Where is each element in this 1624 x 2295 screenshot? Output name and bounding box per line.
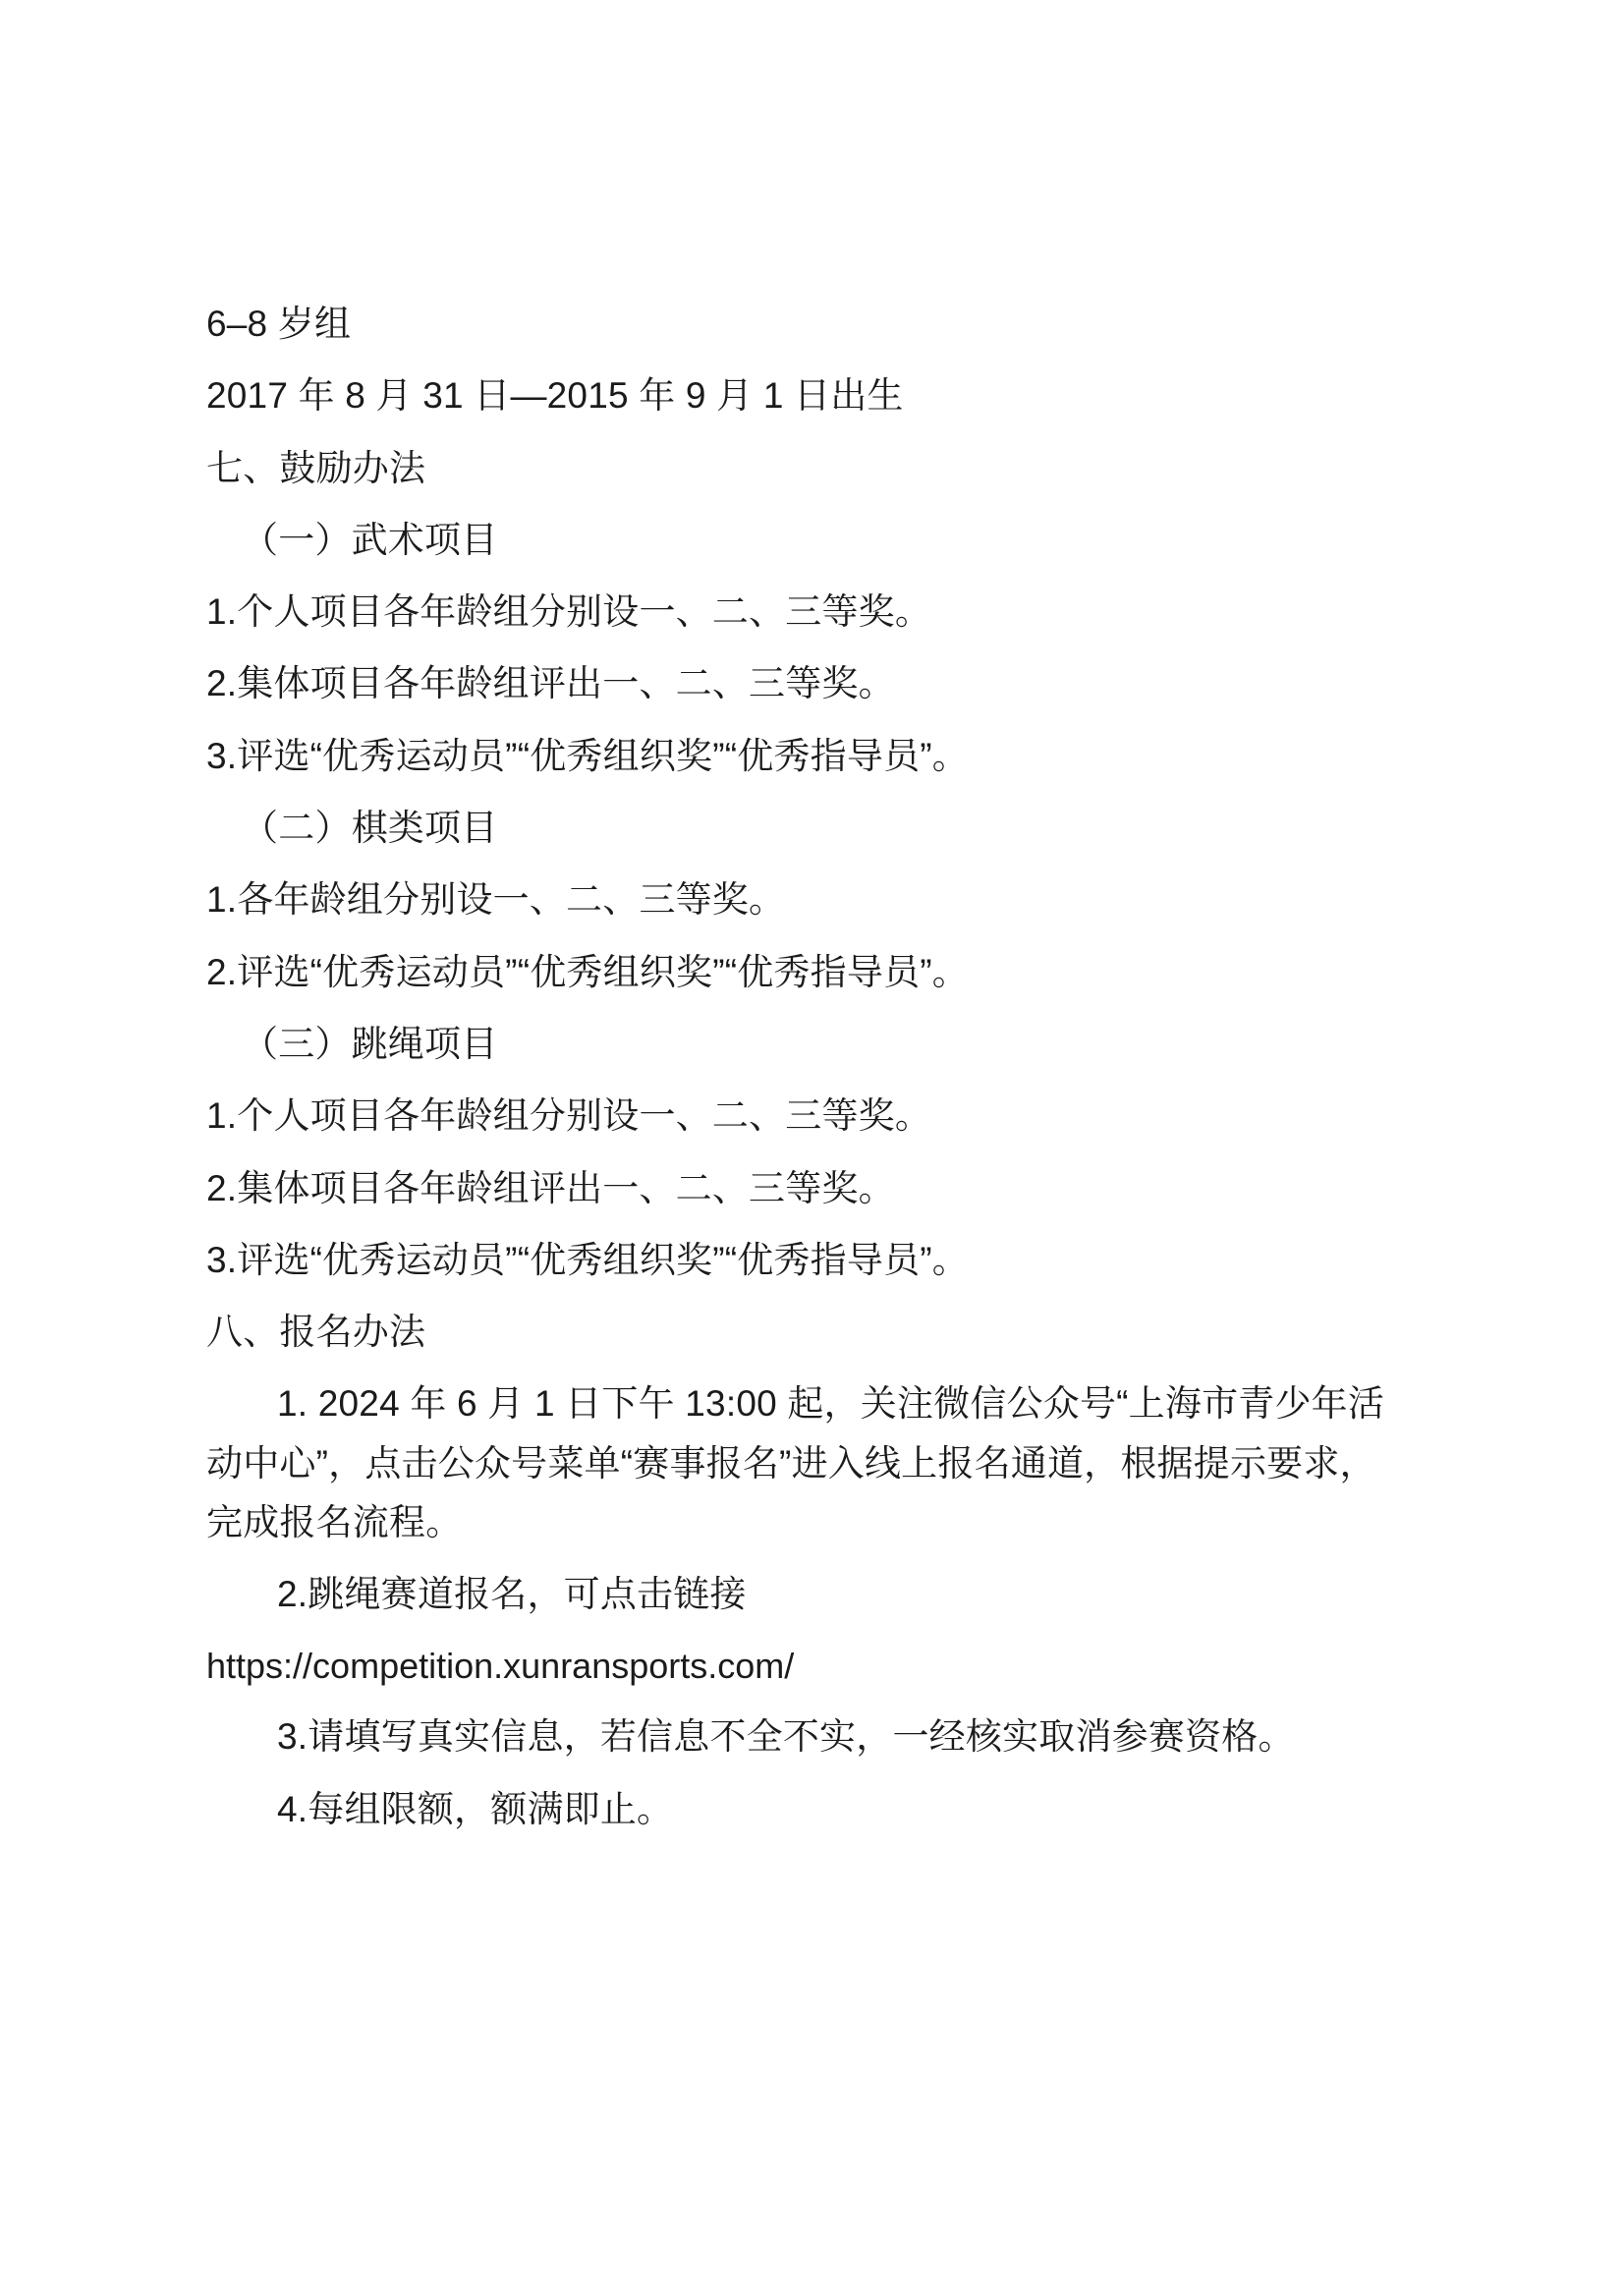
list-item-registration-3: 3.请填写真实信息，若信息不全不实，一经核实取消参赛资格。 xyxy=(277,1716,1295,1758)
list-item-chess-2: 2.评选“优秀运动员”“优秀组织奖”“优秀指导员”。 xyxy=(206,951,969,992)
list-item-wushu-2: 2.集体项目各年龄组评出一、二、三等奖。 xyxy=(206,663,895,704)
list-item-registration-1: 1. 2024 年 6 月 1 日下午 13:00 起，关注微信公众号“上海市青少年活动中心”，点击公众号菜单“赛事报名”进入线上报名通道，根据提示要求，完成报名流程。 xyxy=(206,1383,1385,1543)
document-body xyxy=(206,295,1398,1839)
paragraph-age-group-6-8-dates: 2017 年 8 月 31 日—2015 年 9 月 1 日出生 xyxy=(206,375,904,417)
list-item-registration-2: 2.跳绳赛道报名，可点击链接 xyxy=(277,1574,747,1615)
paragraph-age-group-6-8: 6–8 岁组 xyxy=(206,304,352,344)
list-item-rope-2: 2.集体项目各年龄组评出一、二、三等奖。 xyxy=(206,1167,895,1208)
heading-subsection-one-wushu: （一）武术项目 xyxy=(242,519,498,560)
list-item-wushu-3: 3.评选“优秀运动员”“优秀组织奖”“优秀指导员”。 xyxy=(206,735,969,776)
list-item-rope-3: 3.评选“优秀运动员”“优秀组织奖”“优秀指导员”。 xyxy=(206,1239,969,1280)
list-item-registration-4: 4.每组限额，额满即止。 xyxy=(277,1788,674,1829)
registration-link[interactable]: https://competition.xunransports.com/ xyxy=(206,1645,795,1686)
list-item-rope-1: 1.个人项目各年龄组分别设一、二、三等奖。 xyxy=(206,1095,932,1137)
list-item-chess-1: 1.各年龄组分别设一、二、三等奖。 xyxy=(206,879,786,921)
heading-subsection-two-chess: （二）棋类项目 xyxy=(242,808,498,849)
heading-section-seven: 七、鼓励办法 xyxy=(206,447,426,488)
heading-section-eight: 八、报名办法 xyxy=(206,1312,426,1353)
heading-subsection-three-rope-skipping: （三）跳绳项目 xyxy=(242,1023,498,1064)
list-item-wushu-1: 1.个人项目各年龄组分别设一、二、三等奖。 xyxy=(206,591,932,633)
